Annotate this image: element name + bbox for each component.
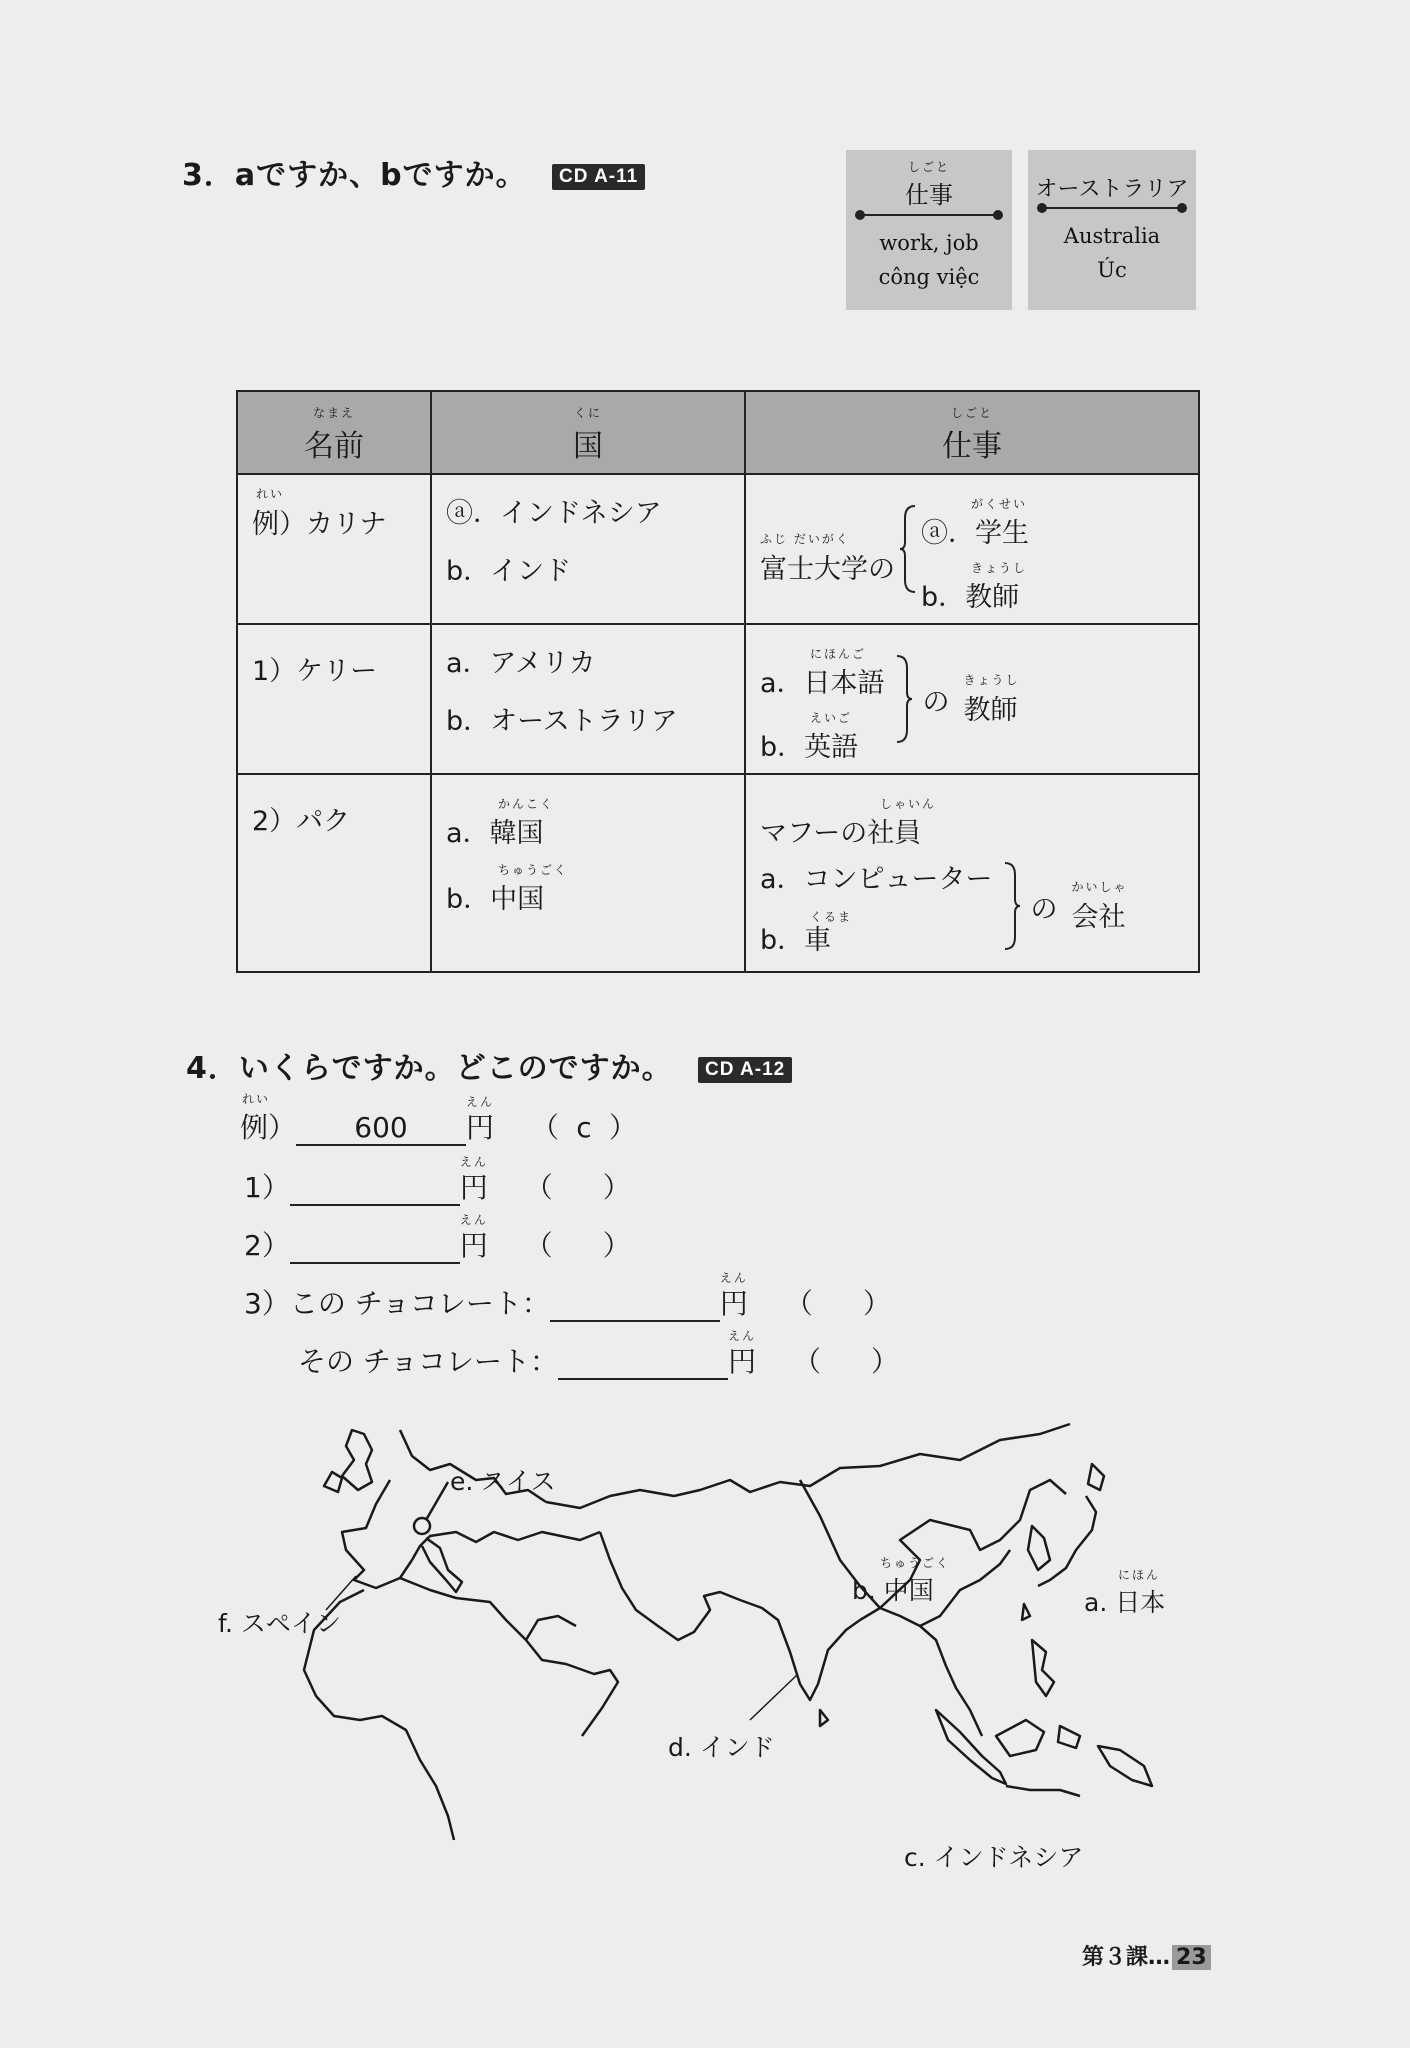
price-blank[interactable]: 600 (296, 1111, 466, 1146)
job-suffix-ruby: かいしゃ (1071, 880, 1128, 894)
map-text: a. 日本 (1084, 1588, 1166, 1617)
job-option-b[interactable]: b．車 (760, 925, 832, 956)
yen-ruby: えん (459, 1213, 488, 1227)
yen-ruby: えん (719, 1271, 748, 1285)
vocab-vi: Úc (1097, 258, 1127, 282)
left-brace-icon (899, 504, 917, 594)
cd-badge-a12[interactable]: CD A-12 (698, 1057, 792, 1083)
job-suffix-word: 教師 (963, 695, 1018, 726)
yen-ruby: えん (466, 1095, 495, 1109)
country-option-a[interactable]: ⓐ．インドネシア (446, 498, 662, 529)
row-name-text: 例）カリナ (252, 509, 387, 540)
job-prefix-ruby: ふじ だいがく (760, 532, 850, 546)
map-label-japan (1084, 1566, 1165, 1619)
page-number: 23 (1172, 1945, 1211, 1970)
job-ruby: くるま (810, 910, 853, 924)
yen-label: 円 (728, 1345, 757, 1378)
map-text: b. 中国 (852, 1576, 934, 1605)
header-label: 仕事 (942, 429, 1002, 464)
right-brace-icon (895, 654, 913, 744)
job-prefix: 富士大学の (760, 554, 895, 585)
country-option-b[interactable]: b．オーストラリア (446, 706, 678, 737)
cd-badge-a11[interactable]: CD A-11 (552, 164, 645, 190)
yen-ruby: えん (728, 1329, 757, 1343)
job-suffix-word: 会社 (1071, 902, 1126, 933)
job-suffix-ruby: きょうし (963, 673, 1020, 687)
country-ruby: ちゅうごく (498, 863, 569, 877)
row-name (237, 624, 431, 774)
job-option-a[interactable]: ⓐ．学生 (921, 518, 1029, 549)
price-row-1: 1） えん 円 （ ） (244, 1155, 631, 1204)
job-option-b[interactable]: b．教師 (921, 582, 1020, 613)
job-option-b[interactable]: b．英語 (760, 732, 859, 763)
header-job (745, 391, 1199, 474)
job-suffix: の (922, 686, 950, 718)
row-job (745, 774, 1199, 972)
job-ruby: えいご (810, 711, 853, 725)
row-job (745, 624, 1199, 774)
vocab-jp: オーストラリア (1035, 177, 1189, 202)
row-name-text: 2）パク (252, 806, 351, 837)
table-header-row (237, 391, 1199, 474)
vocab-card-australia (1028, 150, 1196, 310)
row-job (745, 474, 1199, 624)
price-blank[interactable] (290, 1229, 460, 1264)
price-blank[interactable] (558, 1345, 728, 1380)
section4-title (186, 1043, 792, 1087)
section3-title-text: 3．aですか、bですか。 (182, 158, 527, 193)
choice-table (236, 390, 1200, 973)
job-option-a[interactable]: a．コンピューター (760, 864, 993, 895)
map-label-china (852, 1554, 950, 1607)
map-label-indonesia: c. インドネシア (904, 1843, 1084, 1872)
row-country (431, 624, 745, 774)
job-suffix: の (1030, 893, 1058, 925)
job-ruby: がくせい (971, 497, 1028, 511)
country-ruby: かんこく (498, 797, 555, 811)
vocab-divider (860, 214, 998, 216)
job-top: マフーの社員 (760, 818, 922, 849)
country-option-b[interactable]: b．インド (446, 556, 572, 587)
job-top-ruby: しゃいん (880, 797, 937, 811)
map-label-switzerland: e. スイス (450, 1467, 556, 1496)
yen-label: 円 (466, 1111, 495, 1144)
header-label: 名前 (304, 429, 364, 464)
vocab-jp: 仕事 (905, 181, 953, 209)
header-country (431, 391, 745, 474)
row-name-text: 1）ケリー (252, 656, 378, 687)
row-country (431, 474, 745, 624)
vocab-card-work (846, 150, 1012, 310)
row-name (237, 474, 431, 624)
yen-label: 円 (719, 1287, 748, 1320)
world-map-icon (280, 1420, 1160, 1860)
yen-label: 円 (459, 1171, 488, 1204)
price-blank[interactable] (550, 1287, 720, 1322)
row-country (431, 774, 745, 972)
table-row (237, 624, 1199, 774)
vocab-en: work, job (879, 231, 979, 255)
yen-ruby: えん (459, 1155, 488, 1169)
map-label-spain: f. スペイン (218, 1609, 341, 1638)
price-row-3: 3）この チョコレート： えん 円 （ ） (244, 1271, 891, 1320)
row-label: 例） (240, 1111, 297, 1144)
section4-title-text: 4．いくらですか。どこのですか。 (186, 1051, 673, 1086)
table-row (237, 474, 1199, 624)
answer-blank[interactable]: c (576, 1111, 592, 1144)
country-option-b[interactable]: b．中国 (446, 884, 545, 915)
map-label-india: d. インド (668, 1733, 775, 1762)
header-ruby: しごと (950, 406, 993, 420)
price-row-2: 2） えん 円 （ ） (244, 1213, 631, 1262)
header-label: 国 (573, 429, 603, 464)
right-brace-icon (1003, 861, 1021, 951)
map-ruby: にほん (1118, 1568, 1161, 1582)
country-option-a[interactable]: a．韓国 (446, 818, 544, 849)
row-label: その チョコレート： (298, 1345, 559, 1378)
map-ruby: ちゅうごく (880, 1556, 951, 1570)
job-ruby: きょうし (971, 561, 1028, 575)
price-blank[interactable] (290, 1171, 460, 1206)
name-ruby: れい (256, 487, 285, 501)
price-row-example: れい 例） 600 えん 円 （ c ） (240, 1092, 637, 1144)
row-name (237, 774, 431, 972)
country-option-a[interactable]: a．アメリカ (446, 648, 596, 679)
price-row-4: その チョコレート： えん 円 （ ） (298, 1329, 900, 1378)
vocab-ruby: しごと (907, 160, 950, 174)
vocab-ruby (1028, 158, 1196, 172)
yen-label: 円 (459, 1229, 488, 1262)
header-name (237, 391, 431, 474)
section3-title (182, 150, 645, 194)
vocab-vi: công việc (878, 265, 980, 289)
header-ruby: なまえ (312, 406, 355, 420)
row-label: 1） (244, 1171, 290, 1204)
job-option-a[interactable]: a．日本語 (760, 668, 885, 699)
vocab-en: Australia (1063, 224, 1161, 248)
vocab-divider (1042, 207, 1182, 209)
header-ruby: くに (573, 406, 602, 420)
job-ruby: にほんご (810, 647, 867, 661)
table-row (237, 774, 1199, 972)
page-footer (1082, 1940, 1211, 1971)
example-ruby: れい (242, 1092, 271, 1106)
row-label: 2） (244, 1229, 290, 1262)
lesson-label: 第３課… (1082, 1945, 1171, 1970)
row-label: 3）この チョコレート： (244, 1287, 550, 1320)
